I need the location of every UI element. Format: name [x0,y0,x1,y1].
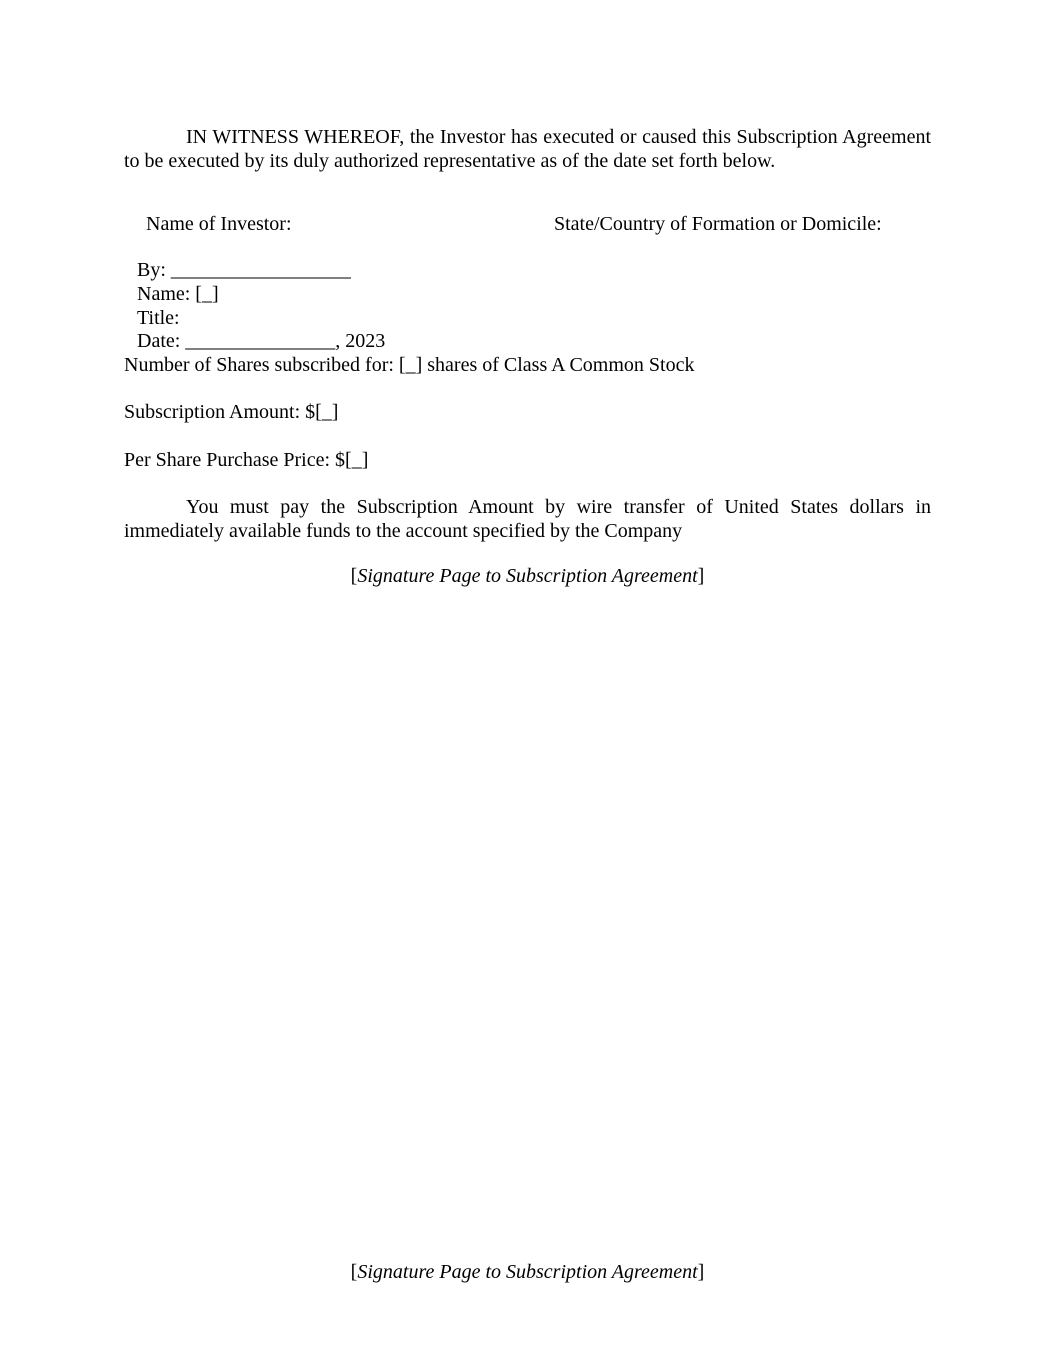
caption-open-bracket: [ [350,565,358,587]
caption-close-bracket: ] [697,565,705,587]
date-line: Date: _______________, 2023 [137,330,386,352]
payment-paragraph: You must pay the Subscription Amount by wire transfer of United States dollars in immediately available funds to the account specified by the Company [124,496,931,542]
title-line: Title: [137,307,180,329]
per-share-price-line: Per Share Purchase Price: $[_] [124,449,369,471]
by-line: By: __________________ [137,259,351,281]
witness-paragraph: IN WITNESS WHEREOF, the Investor has executed or caused this Subscription Agreement to be executed by its duly authorized representative as of the date set forth below. [124,126,931,172]
signature-page-caption [0,564,1055,588]
number-of-shares-line: Number of Shares subscribed for: [_] shares of Class A Common Stock [124,354,695,376]
name-line: Name: [_] [137,283,219,305]
footer-close-bracket: ] [697,1261,705,1283]
caption-text: Signature Page to Subscription Agreement [357,565,698,587]
footer-text: Signature Page to Subscription Agreement [357,1261,698,1283]
name-of-investor-label: Name of Investor: [146,213,292,235]
footer-open-bracket: [ [350,1261,358,1283]
subscription-amount-line: Subscription Amount: $[_] [124,401,339,423]
state-country-label: State/Country of Formation or Domicile: [554,213,882,235]
footer-caption [0,1260,1055,1284]
